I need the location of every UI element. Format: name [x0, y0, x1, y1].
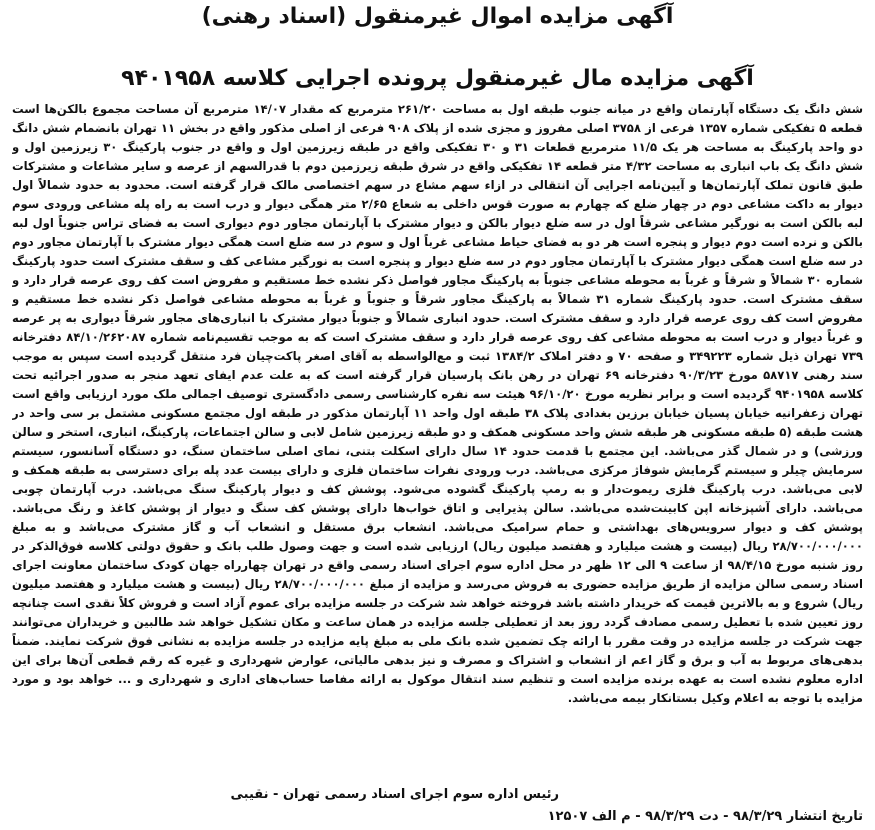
signature-line: رئیس اداره سوم اجرای اسناد رسمی تهران - نقیبی	[230, 787, 559, 802]
notice-subtitle: آگهی مزایده مال غیرمنقول پرونده اجرایی کلاسه ۹۴۰۱۹۵۸	[121, 66, 754, 91]
notice-body: شش دانگ یک دستگاه آپارتمان واقع در میانه جنوب طبقه اول به مساحت ۲۶۱/۲۰ مترمربع که مقدار ۱۴/۰۷ مترمربع آن مساحت مجموع بالکن‌ها است قطعه ۵ تفکیکی شماره ۱۳۵۷ فرعی از ۳۷۵۸ اصلی مفروز و مجزی شده از پلاک ۹۰۸ فرعی از اصلی مذکور واقع در بخش ۱۱ تهران بانضمام شش دانگ دو واحد پارکینگ به مساحت هر یک ۱۱/۵ مترمربع قطعات ۳۱ و ۳۰ تفکیکی واقع در طبقه زیرزمین اول و واقع در جنوب پارکینگ ۳۰ زیرزمین اول و شش دانگ یک باب انباری به مساحت ۴/۳۲ متر قطعه ۱۴ تفکیکی واقع در شرق طبقه زیرزمین دوم با قدرالسهم از عرصه و سایر مشاعات و مشترکات طبق قانون تملک آپارتمان‌ها و آیین‌نامه اجرایی آن انتقالی در ازاء سهم مشاع در سهم اختصاصی مالک قرار گرفته است. محدود به حدود شمالاً اول دیوار به داکت مشاعی دوم در چهار ضلع که چهارم به صورت قوس داخلی به شعاع ۲/۶۵ متر همگی دیوار و درب است به راه پله مشاعی ورودی سوم لبه بالکن است به نورگیر مشاعی شرقاً اول در سه ضلع دیوار بالکن و دیوار مشترک با آپارتمان مجاور دوم دیواری است به فضای تراس جنوباً اول لبه بالکن و نرده است دوم دیوار و پنجره است هر دو به فضای حیاط مشاعی غرباً اول و سوم در سه ضلع است همگی دیوار مشترک با آپارتمان مجاور دوم در سه ضلع است همگی دیوار مشترک با آپارتمان مجاور دوم در سه ضلع دیوار و پنجره است به نورگیر مشاعی کف و سقف مشترک است حدود پارکینگ شماره ۳۰ شمالاً و شرقاً و غرباً به محوطه مشاعی جنوباً به پارکینگ مجاور فواصل ذکر نشده خط مستقیم و مفروض است کف روی عرصه قرار دارد و سقف مشترک است. حدود پارکینگ شماره ۳۱ شمالاً به پارکینگ مجاور شرقاً و جنوباً و غرباً به محوطه مشاعی فواصل ذکر نشده خط مستقیم و مفروض است کف روی عرصه قرار دارد و سقف مشترک است. حدود انباری شمالاً و جنوباً دیوار مشترک با انباری‌های مجاور شرقاً دیواری به پر عرصه و غرباً دیوار و درب است به محوطه مشاعی کف روی عرصه قرار دارد و سقف مشترک است که به موجب تقسیم‌نامه شماره ۸۴/۱۰/۲۶۲۰۸۷ دفترخانه ۷۳۹ تهران ذیل شماره ۳۴۹۲۲۳ و صفحه ۷۰ و دفتر املاک ۱۳۸۴/۲ ثبت و مع‌الواسطه به آقای اصغر پاکت‌چیان فرد منتقل گردیده است سپس به موجب سند رهنی ۵۸۷۱۷ مورخ ۹۰/۳/۲۳ دفترخانه ۶۹ تهران در رهن بانک پارسیان قرار گرفته است که به علت عدم ایفای تعهد منجر به صدور اجرائیه تحت کلاسه ۹۴۰۱۹۵۸ گردیده است و برابر نظریه مورخ ۹۶/۱۰/۲۰ هیئت سه نفره کارشناسی رسمی دادگستری توصیف اجمالی ملک مورد ارزیابی واقع است تهران زعفرانیه خیابان پسیان خیابان برزین بغدادی پلاک ۳۸ طبقه اول واحد ۱۱ آپارتمان مذکور در طبقه اول مجتمع مسکونی مشتمل بر سی واحد در هشت طبقه (۵ طبقه مسکونی هر طبقه شش واحد مسکونی همکف و دو طبقه زیرزمین شامل لابی و سالن اجتماعات، پارکینگ، انباری، استخر و سالن ورزشی) و در شمال گذر می‌باشد. این مجتمع با قدمت حدود ۱۴ سال دارای اسکلت بتنی، نمای اصلی ساختمان سنگ، دو دستگاه آسانسور، سیستم سرمایش چیلر و سیستم گرمایش شوفاژ مرکزی می‌باشد. درب ورودی نفرات ساختمان فلزی و دارای بیست عدد پله برای دسترسی به طبقه همکف و لابی می‌باشد. درب پارکینگ فلزی ریموت‌دار و به رمپ پارکینگ گشوده می‌شود. پوشش کف و دیوار پارکینگ سنگ می‌باشد. درب آپارتمان چوبی می‌باشد. دارای آشپزخانه اپن کابینت‌شده می‌باشد. سالن پذیرایی و اتاق خواب‌ها دارای پوشش کف سنگ و دیوار از پوشش کاغذ و رنگ می‌باشد. پوشش کف و دیوار سرویس‌های بهداشتی و حمام سرامیک می‌باشد. انشعاب برق مستقل و انشعاب آب و گاز مشترک می‌باشد و به مبلغ ۲۸/۷۰۰/۰۰۰/۰۰۰ ریال (بیست و هشت میلیارد و هفتصد میلیون ریال) ارزیابی شده است و جهت وصول طلب بانک و حقوق دولتی کلاسه فوق‌الذکر در روز شنبه مورخ ۹۸/۴/۱۵ از ساعت ۹ الی ۱۲ ظهر در محل اداره سوم اجرای اسناد رسمی واقع در تهران چهارراه جهان کودک ساختمان معاونت اجرای اسناد رسمی سالن مزایده از طریق مزایده حضوری به فروش می‌رسد و مزایده از مبلغ ۲۸/۷۰۰/۰۰۰/۰۰۰ ریال (بیست و هشت میلیارد و هفتصد میلیون ریال) شروع و به بالاترین قیمت که خریدار داشته باشد فروخته خواهد شد شرکت در جلسه مزایده برای عموم آزاد است و فروش کلاً نقدی است چنانچه روز تعیین شده با تعطیل رسمی مصادف گردد روز بعد از تعطیلی جلسه مزایده در همان ساعت و مکان تشکیل خواهد شد طالبین و خریداران می‌توانند جهت شرکت در جلسه مزایده در وقت مقرر با ارائه چک تضمین شده بانک ملی به مبلغ پایه مزایده در جلسه مزایده به نشانی فوق شرکت نمایند. ضمناً بدهی‌های مربوط به آب و برق و گاز اعم از انشعاب و اشتراک و مصرف و نیز بدهی مالیاتی، عوارض شهرداری و غیره که رقم قطعی آن‌ها برای این اداره معلوم نشده است به عهده برنده مزایده است و تنظیم سند انتقال موکول به ارائه مفاصا حساب‌های اداری و شهرداری و ... خواهد بود و مورد مزایده با توجه به اعلام وکیل بستانکار بیمه می‌باشد.	[12, 102, 863, 705]
notice-title: آگهی مزایده اموال غیرمنقول (اسناد رهنی)	[201, 4, 674, 29]
publication-info: تاریخ انتشار ۹۸/۳/۲۹ - دت ۹۸/۳/۲۹ - م الف ۱۲۵۰۷	[547, 809, 863, 824]
